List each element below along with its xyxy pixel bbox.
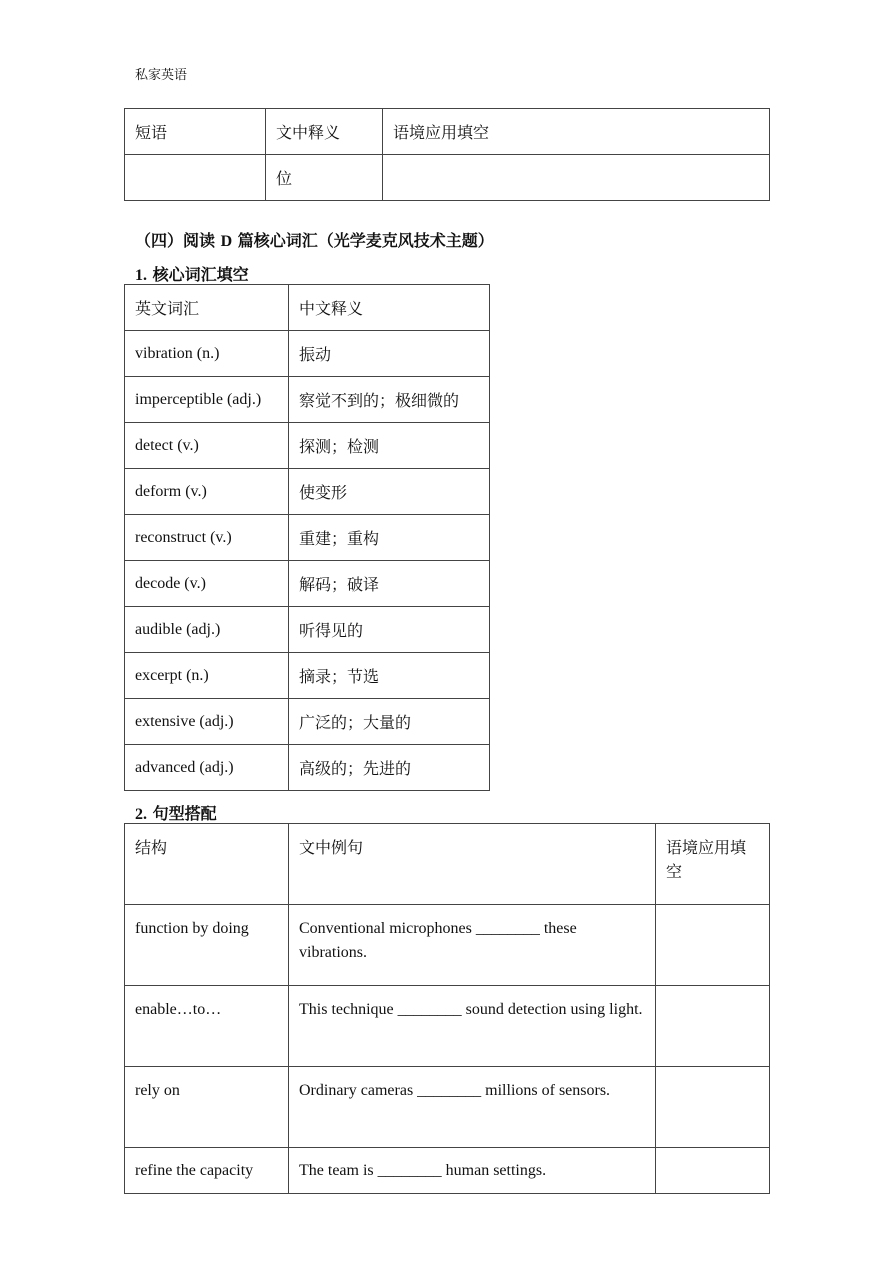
table-row	[125, 423, 490, 469]
table-header-row	[125, 109, 770, 155]
subtitle-text: 句型搭配	[147, 804, 217, 823]
meaning-cell: 探测；检测	[289, 423, 490, 469]
meaning-cell: 使变形	[289, 469, 490, 515]
header-cell: 语境应用填空	[383, 109, 770, 155]
table-cell	[383, 155, 770, 201]
word-cell: deform (v.)	[125, 469, 289, 515]
meaning-cell: 解码；破译	[289, 561, 490, 607]
meaning-cell: 摘录；节选	[289, 653, 490, 699]
header-cell: 中文释义	[289, 285, 490, 331]
subtitle-number: 1.	[135, 267, 147, 284]
word-cell: reconstruct (v.)	[125, 515, 289, 561]
table-header-row	[125, 285, 490, 331]
word-cell: advanced (adj.)	[125, 745, 289, 791]
table-row	[125, 653, 490, 699]
fill-cell	[656, 905, 770, 986]
table-row	[125, 469, 490, 515]
structure-cell: rely on	[125, 1067, 289, 1148]
table-cell: 位	[266, 155, 383, 201]
table-row	[125, 986, 770, 1067]
word-cell: detect (v.)	[125, 423, 289, 469]
table-row	[125, 331, 490, 377]
brand-label: 私家英语	[135, 68, 188, 83]
section-title-letter: D	[220, 233, 233, 250]
table-row	[125, 515, 490, 561]
table-row	[125, 155, 770, 201]
structure-cell: function by doing	[125, 905, 289, 986]
header-cell: 文中释义	[266, 109, 383, 155]
word-cell: decode (v.)	[125, 561, 289, 607]
section-title	[135, 228, 494, 251]
meaning-cell: 振动	[289, 331, 490, 377]
fill-cell	[656, 1148, 770, 1194]
meaning-cell: 重建；重构	[289, 515, 490, 561]
table-cell	[125, 155, 266, 201]
table-header-row	[125, 824, 770, 905]
subtitle-number: 2.	[135, 806, 147, 823]
fill-cell	[656, 986, 770, 1067]
table-row	[125, 607, 490, 653]
word-cell: excerpt (n.)	[125, 653, 289, 699]
table-row	[125, 745, 490, 791]
meaning-cell: 广泛的；大量的	[289, 699, 490, 745]
word-cell: imperceptible (adj.)	[125, 377, 289, 423]
vocab-table	[124, 284, 490, 791]
word-cell: audible (adj.)	[125, 607, 289, 653]
meaning-cell: 听得见的	[289, 607, 490, 653]
word-cell: extensive (adj.)	[125, 699, 289, 745]
patterns-subtitle	[135, 801, 217, 824]
fill-cell	[656, 1067, 770, 1148]
structure-cell: refine the capacity	[125, 1148, 289, 1194]
vocab-subtitle	[135, 262, 249, 285]
meaning-cell: 察觉不到的；极细微的	[289, 377, 490, 423]
example-cell: Conventional microphones ________ these vibrations.	[289, 905, 656, 986]
table-row	[125, 377, 490, 423]
header-cell: 语境应用填空	[656, 824, 770, 905]
example-cell: The team is ________ human settings.	[289, 1148, 656, 1194]
header-cell: 短语	[125, 109, 266, 155]
header-cell: 英文词汇	[125, 285, 289, 331]
table-row	[125, 1148, 770, 1194]
header-cell: 文中例句	[289, 824, 656, 905]
phrase-table	[124, 108, 770, 201]
table-row	[125, 561, 490, 607]
table-row	[125, 1067, 770, 1148]
header-cell: 结构	[125, 824, 289, 905]
example-cell: Ordinary cameras ________ millions of sensors.	[289, 1067, 656, 1148]
section-title-prefix: （四）阅读	[135, 231, 221, 250]
patterns-table	[124, 823, 770, 1194]
example-cell: This technique ________ sound detection using light.	[289, 986, 656, 1067]
table-row	[125, 699, 490, 745]
word-cell: vibration (n.)	[125, 331, 289, 377]
subtitle-text: 核心词汇填空	[147, 265, 249, 284]
meaning-cell: 高级的；先进的	[289, 745, 490, 791]
table-row	[125, 905, 770, 986]
section-title-suffix: 篇核心词汇（光学麦克风技术主题）	[232, 231, 494, 250]
structure-cell: enable…to…	[125, 986, 289, 1067]
